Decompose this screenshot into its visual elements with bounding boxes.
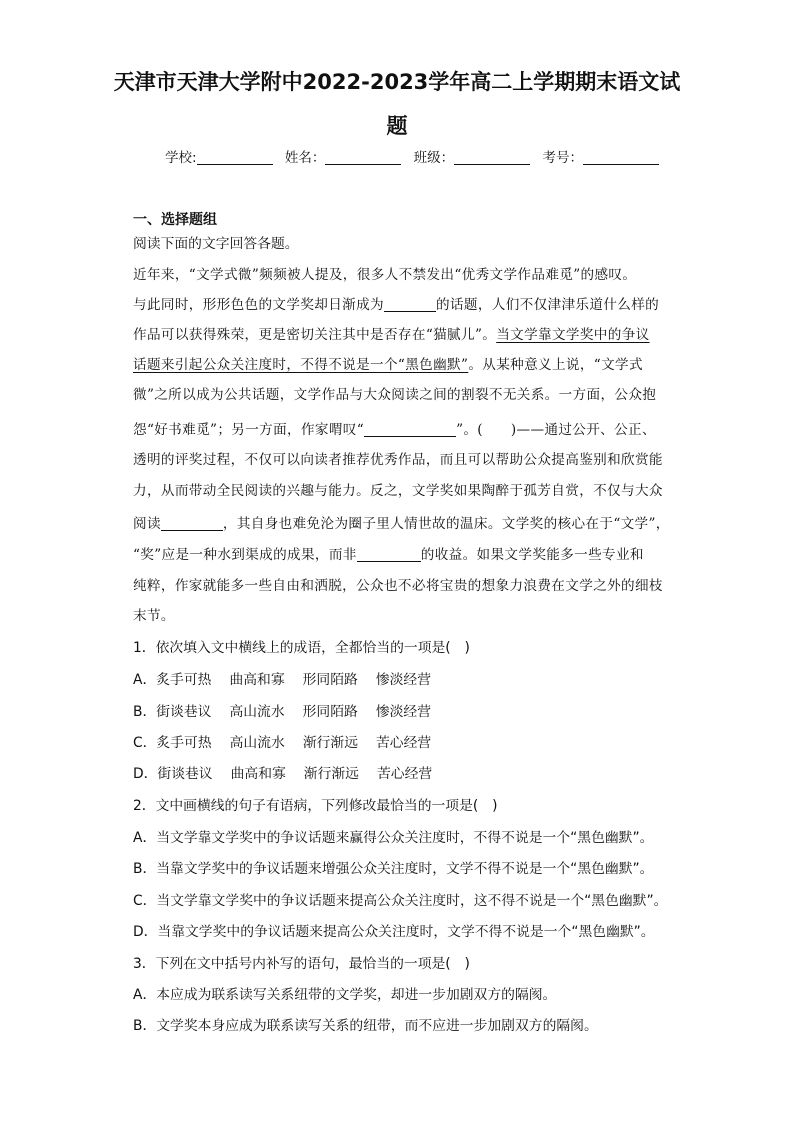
option-phrase: 高山流水	[229, 704, 285, 720]
question-2-stem: 2．文中画横线的句子有语病，下列修改最恰当的一项是( )	[133, 798, 498, 814]
question-2-option-b: B．当靠文学奖中的争议话题来增强公众关注度时，文学不得不说是一个“黑色幽默”。	[133, 861, 654, 877]
exam-title-line-1: 天津市天津大学附中2022-2023学年高二上学期期末语文试	[113, 70, 681, 94]
passage-text: ”。( )——通过公开、公正、	[456, 422, 656, 438]
passage-line	[133, 420, 656, 440]
passage-text: 怨“好书难觅”；另一方面，作家喟叹“	[133, 422, 365, 438]
question-2-option-a: A．当文学靠文学奖中的争议话题来赢得公众关注度时，不得不说是一个“黑色幽默”。	[133, 830, 654, 846]
option-phrase: 惨淡经营	[375, 672, 431, 688]
option-phrase: 形同陌路	[302, 704, 358, 720]
class-blank	[454, 150, 530, 165]
option-phrase: B．街谈巷议	[133, 704, 212, 720]
number-label: 考号：	[542, 150, 583, 166]
passage-line	[133, 545, 644, 565]
school-label: 学校:	[165, 150, 197, 166]
passage-text: 作品可以获得殊荣，更是密切关注其中是否存在“猫腻儿”。	[133, 327, 497, 343]
passage-line: 纯粹，作家就能多一些自由和洒脱，公众也不必将宝贵的想象力浪费在文学之外的细枝	[133, 578, 663, 594]
passage-line: 微”之所以成为公共话题，文学作品与大众阅读之间的割裂不无关系。一方面，公众抱	[133, 387, 657, 403]
question-2-option-c: C．当文学靠文学奖中的争议话题来提高公众关注度时，这不得不说是一个“黑色幽默”。	[133, 893, 668, 909]
name-blank	[325, 150, 401, 165]
option-phrase: 曲高和寡	[230, 766, 286, 782]
fill-blank	[357, 547, 421, 562]
instruction-text: 阅读下面的文字回答各题。	[133, 236, 299, 252]
passage-text: ，其自身也难免沦为圈子里人情世故的温床。文学奖的核心在于“文学”，	[222, 516, 670, 532]
passage-text: 。从某种意义上说，“文学式	[468, 357, 643, 373]
passage-line	[133, 325, 650, 345]
question-3-stem: 3．下列在文中括号内补写的语句，最恰当的一项是( )	[133, 956, 470, 972]
student-info-row	[165, 146, 667, 166]
number-blank	[583, 150, 659, 165]
fill-blank	[384, 297, 436, 312]
passage-line	[133, 295, 659, 315]
passage-line: 力，从而带动全民阅读的兴趣与能力。反之，文学奖如果陶醉于孤芳自赏，不仅与大众	[133, 483, 663, 499]
underlined-sentence: 当文学靠文学奖中的争议	[496, 327, 650, 343]
question-1-option-b	[133, 702, 449, 722]
passage-text: 的话题，人们不仅津津乐道什么样的	[436, 297, 660, 313]
question-1-option-c	[133, 733, 449, 753]
class-label: 班级：	[413, 150, 455, 166]
passage-line	[133, 514, 670, 534]
exam-title-line-2: 题	[386, 114, 408, 138]
option-phrase: 曲高和寡	[229, 672, 285, 688]
question-2-option-d: D．当靠文学奖中的争议话题来提高公众关注度时，文学不得不说是一个“黑色幽默”。	[133, 924, 655, 940]
question-1-stem: 1．依次填入文中横线上的成语，全都恰当的一项是( )	[133, 640, 470, 656]
option-phrase: A．炙手可热	[133, 672, 212, 688]
option-phrase: 高山流水	[229, 735, 285, 751]
option-phrase: C．炙手可热	[133, 735, 212, 751]
fill-blank	[364, 422, 456, 437]
fill-blank	[161, 516, 223, 531]
option-phrase: 形同陌路	[302, 672, 358, 688]
passage-text: 与此同时，形形色色的文学奖却日渐成为	[133, 297, 384, 313]
passage-text: 的收益。如果文学奖能多一些专业和	[420, 547, 644, 563]
section-title: 一、选择题组	[133, 212, 217, 228]
passage-line: 末节。	[133, 608, 175, 624]
question-3-option-b: B．文学奖本身应成为联系读写关系的纽带，而不应进一步加剧双方的隔阂。	[133, 1018, 598, 1034]
option-phrase: 惨淡经营	[375, 704, 432, 720]
question-1-option-a	[133, 670, 449, 690]
passage-line	[133, 355, 643, 375]
option-phrase: D．街谈巷议	[133, 766, 213, 782]
passage-line: 近年来，“文学式微”频频被人提及，很多人不禁发出“优秀文学作品难觅”的感叹。	[133, 267, 637, 283]
option-phrase: 苦心经营	[376, 735, 432, 751]
question-3-option-a: A．本应成为联系读写关系纽带的文学奖，却进一步加剧双方的隔阂。	[133, 987, 557, 1003]
option-phrase: 渐行渐远	[303, 766, 359, 782]
option-phrase: 渐行渐远	[302, 735, 358, 751]
underlined-sentence: 话题来引起公众关注度时，不得不说是一个“黑色幽默”	[133, 357, 469, 373]
passage-text: 阅读	[133, 516, 161, 532]
passage-line: 透明的评奖过程，不仅可以向读者推荐优秀作品，而且可以帮助公众提高鉴别和欣赏能	[133, 452, 663, 468]
question-1-option-d	[133, 764, 450, 784]
name-label: 姓名：	[284, 150, 326, 166]
option-phrase: 苦心经营	[376, 766, 433, 782]
school-blank	[197, 150, 273, 165]
passage-text: “奖”应是一种水到渠成的成果，而非	[133, 547, 357, 563]
